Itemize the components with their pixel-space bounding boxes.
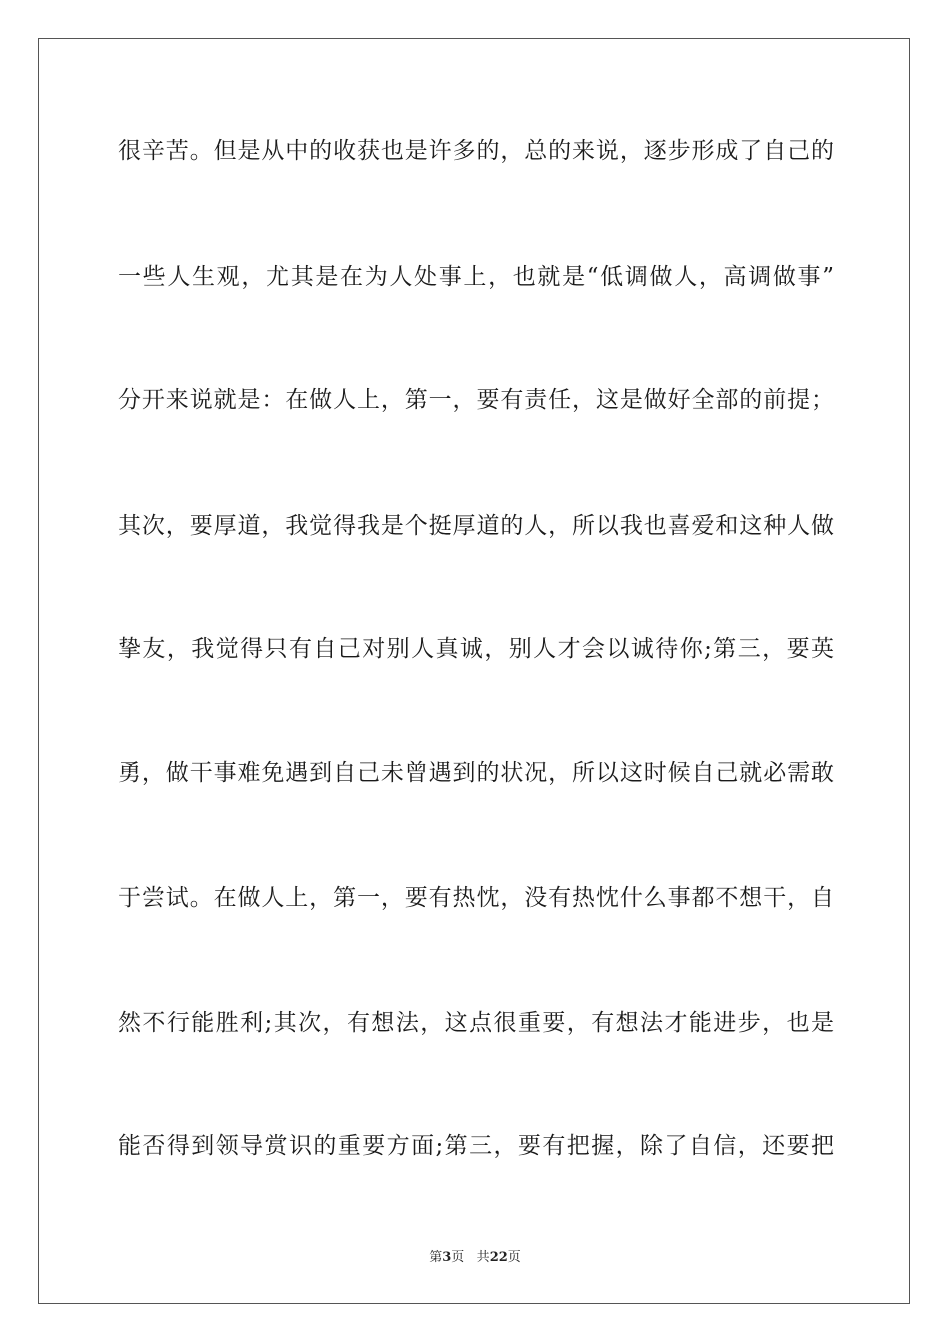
page-border (38, 38, 910, 1304)
page-number: 3 (442, 1250, 452, 1265)
text-line: 分开来说就是：在做人上，第一，要有责任，这是做好全部的前提； (118, 387, 834, 413)
text-line: 一些人生观，尤其是在为人处事上，也就是“低调做人，高调做事” (118, 264, 834, 290)
page-suffix: 页 (451, 1250, 465, 1265)
text-line: 挚友，我觉得只有自己对别人真诚，别人才会以诚待你;第三，要英 (118, 636, 834, 662)
text-line: 勇，做干事难免遇到自己未曾遇到的状况，所以这时候自己就必需敢 (118, 760, 834, 786)
total-pages: 22 (489, 1250, 508, 1265)
text-line: 能否得到领导赏识的重要方面;第三，要有把握，除了自信，还要把 (118, 1133, 834, 1159)
text-line: 其次，要厚道，我觉得我是个挺厚道的人，所以我也喜爱和这种人做 (118, 513, 834, 539)
page-prefix: 第 (429, 1250, 443, 1265)
total-suffix: 页 (507, 1250, 521, 1265)
text-line: 于尝试。在做人上，第一，要有热忱，没有热忱什么事都不想干，自 (118, 885, 834, 911)
text-line: 很辛苦。但是从中的收获也是许多的，总的来说，逐步形成了自己的 (118, 138, 834, 164)
total-prefix: 共 (476, 1250, 490, 1265)
page-footer (0, 1249, 950, 1267)
text-line: 然不行能胜利;其次，有想法，这点很重要，有想法才能进步，也是 (118, 1010, 834, 1036)
